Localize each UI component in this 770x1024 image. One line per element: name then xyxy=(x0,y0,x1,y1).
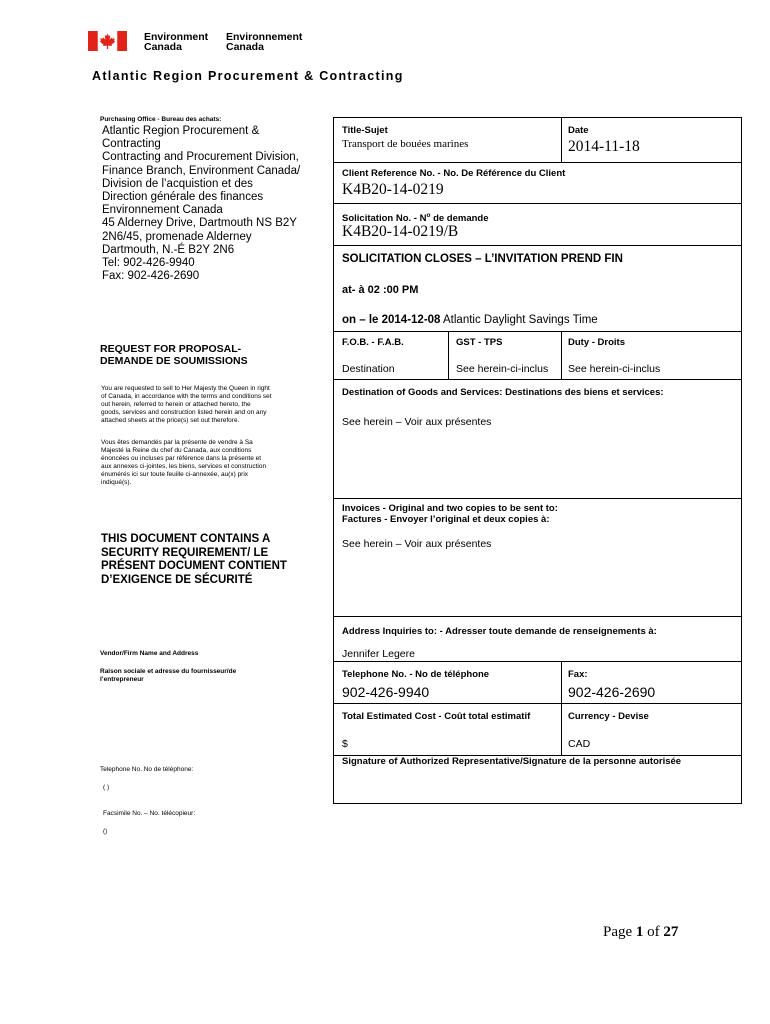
address-line: Fax: 902-426-2690 xyxy=(102,270,200,283)
total-cost-label: Total Estimated Cost - Coût total estimatif xyxy=(342,711,531,722)
date-label: Date xyxy=(568,125,589,136)
paragraph-line: attached sheets at the price(s) set out therefore. xyxy=(101,417,240,424)
client-reference-value: K4B20-14-0219 xyxy=(342,181,444,198)
solicitation-number-value: K4B20-14-0219/B xyxy=(342,223,459,240)
vendor-telephone-label: Telephone No. No de téléphone: xyxy=(100,766,194,773)
page-number: Page 1 of 27 xyxy=(603,924,679,940)
paragraph-line: out herein, referred to herein or attached hereto, the xyxy=(101,401,251,408)
raison-sociale-label: Raison sociale et adresse du fournisseur/de l’entrepreneur xyxy=(100,668,237,683)
fax-value: 902-426-2690 xyxy=(568,684,656,700)
address-line: Tel: 902-426-9940 xyxy=(102,257,195,270)
title-value: Transport de bouées marines xyxy=(342,138,469,150)
department-name-fr: Environnement Canada xyxy=(226,31,303,53)
address-line: Finance Branch, Environment Canada/ xyxy=(102,164,301,177)
address-line: Division de l’acquistion et des xyxy=(102,177,253,190)
paragraph-line: énoncées ou incluses par référence dans la présente et xyxy=(101,455,262,462)
inquiries-contact: Jennifer Legere xyxy=(342,648,415,660)
rfp-title: REQUEST FOR PROPOSAL- DEMANDE DE SOUMISSIONS xyxy=(100,343,248,367)
vendor-facsimile-value: () xyxy=(103,828,108,835)
duty-label: Duty - Droits xyxy=(568,337,625,348)
request-paragraph-en xyxy=(101,385,272,425)
solicitation-closes-label: SOLICITATION CLOSES – L’INVITATION PREND FIN xyxy=(342,253,623,265)
purchasing-office-address xyxy=(102,125,300,283)
paragraph-line: indiqué(s). xyxy=(101,479,132,486)
gst-value: See herein-ci-inclus xyxy=(456,363,549,375)
purchasing-office-label: Purchasing Office - Bureau des achats: xyxy=(100,116,222,123)
gst-label: GST - TPS xyxy=(456,337,503,348)
address-line: 45 Alderney Drive, Dartmouth NS B2Y xyxy=(102,217,297,230)
address-line: Environnement Canada xyxy=(102,204,223,217)
fob-label: F.O.B. - F.A.B. xyxy=(342,337,404,348)
date-value: 2014-11-18 xyxy=(568,138,640,155)
paragraph-line: You are requested to sell to Her Majesty the Queen in right xyxy=(101,385,270,392)
destination-label: Destination of Goods and Services: Destinations des biens et services: xyxy=(342,387,664,398)
canada-flag-logo xyxy=(88,31,127,51)
destination-value: See herein – Voir aux présentes xyxy=(342,416,492,428)
closing-date: on – le 2014-12-08 Atlantic Daylight Savings Time xyxy=(342,314,598,326)
currency-label: Currency - Devise xyxy=(568,711,649,722)
vendor-label: Vendor/Firm Name and Address xyxy=(100,650,199,657)
fob-value: Destination xyxy=(342,363,395,375)
invoices-label: Invoices - Original and two copies to be sent to: Factures - Envoyer l’original et deux copies à: xyxy=(342,503,558,525)
address-line: Contracting xyxy=(102,138,161,151)
title-label: Title-Sujet xyxy=(342,125,388,136)
security-requirement-notice xyxy=(101,533,287,587)
address-line: Direction générale des finances xyxy=(102,191,264,204)
duty-value: See herein-ci-inclus xyxy=(568,363,661,375)
currency-value: CAD xyxy=(568,738,591,750)
paragraph-line: énumérés ici sur toute feuille ci-annexée, au(x) prix xyxy=(101,471,249,478)
telephone-label: Telephone No. - No de téléphone xyxy=(342,669,490,680)
inquiries-label: Address Inquiries to: - Adresser toute demande de renseignements à: xyxy=(342,626,657,637)
closing-time: at- à 02 :00 PM xyxy=(342,284,419,296)
paragraph-line: Majesté la Reine du chef du Canada, aux conditions xyxy=(101,447,252,454)
security-line: D’EXIGENCE DE SÉCURITÉ xyxy=(101,573,253,586)
request-paragraph-fr xyxy=(101,439,266,487)
paragraph-line: of Canada, in accordance with the terms and conditions set xyxy=(101,393,272,400)
telephone-value: 902-426-9940 xyxy=(342,684,430,700)
address-line: Dartmouth, N.-É B2Y 2N6 xyxy=(102,243,235,256)
signature-label: Signature of Authorized Representative/Signature de la personne autorisée xyxy=(342,756,682,767)
invoices-value: See herein – Voir aux présentes xyxy=(342,538,492,550)
solicitation-form-box xyxy=(333,117,742,804)
solicitation-number-label: Solicitation No. - $N^o$ de demande xyxy=(342,212,489,225)
address-line: 2N6/45, promenade Alderney xyxy=(102,230,252,243)
paragraph-line: aux annexes ci-jointes, les biens, services et construction xyxy=(101,463,267,470)
vendor-telephone-value: ( ) xyxy=(103,784,110,791)
security-line: THIS DOCUMENT CONTAINS A xyxy=(101,533,271,545)
department-name-en: Environment Canada xyxy=(144,31,209,53)
paragraph-line: goods, services and construction listed herein and on any xyxy=(101,409,267,416)
security-line: SECURITY REQUIREMENT/ LE xyxy=(101,546,269,559)
document-heading: Atlantic Region Procurement & Contracting xyxy=(92,69,404,83)
fax-label: Fax: xyxy=(568,669,588,680)
security-line: PRÉSENT DOCUMENT CONTIENT xyxy=(101,560,287,572)
address-line: Atlantic Region Procurement & xyxy=(102,125,260,137)
total-cost-value: $ xyxy=(342,738,348,750)
client-reference-label: Client Reference No. - No. De Référence du Client xyxy=(342,168,566,179)
address-line: Contracting and Procurement Division, xyxy=(102,151,299,164)
vendor-facsimile-label: Facsimile No. – No. télécopieur: xyxy=(103,810,196,817)
paragraph-line: Vous êtes demandés par la présente de vendre à Sa xyxy=(101,439,253,446)
